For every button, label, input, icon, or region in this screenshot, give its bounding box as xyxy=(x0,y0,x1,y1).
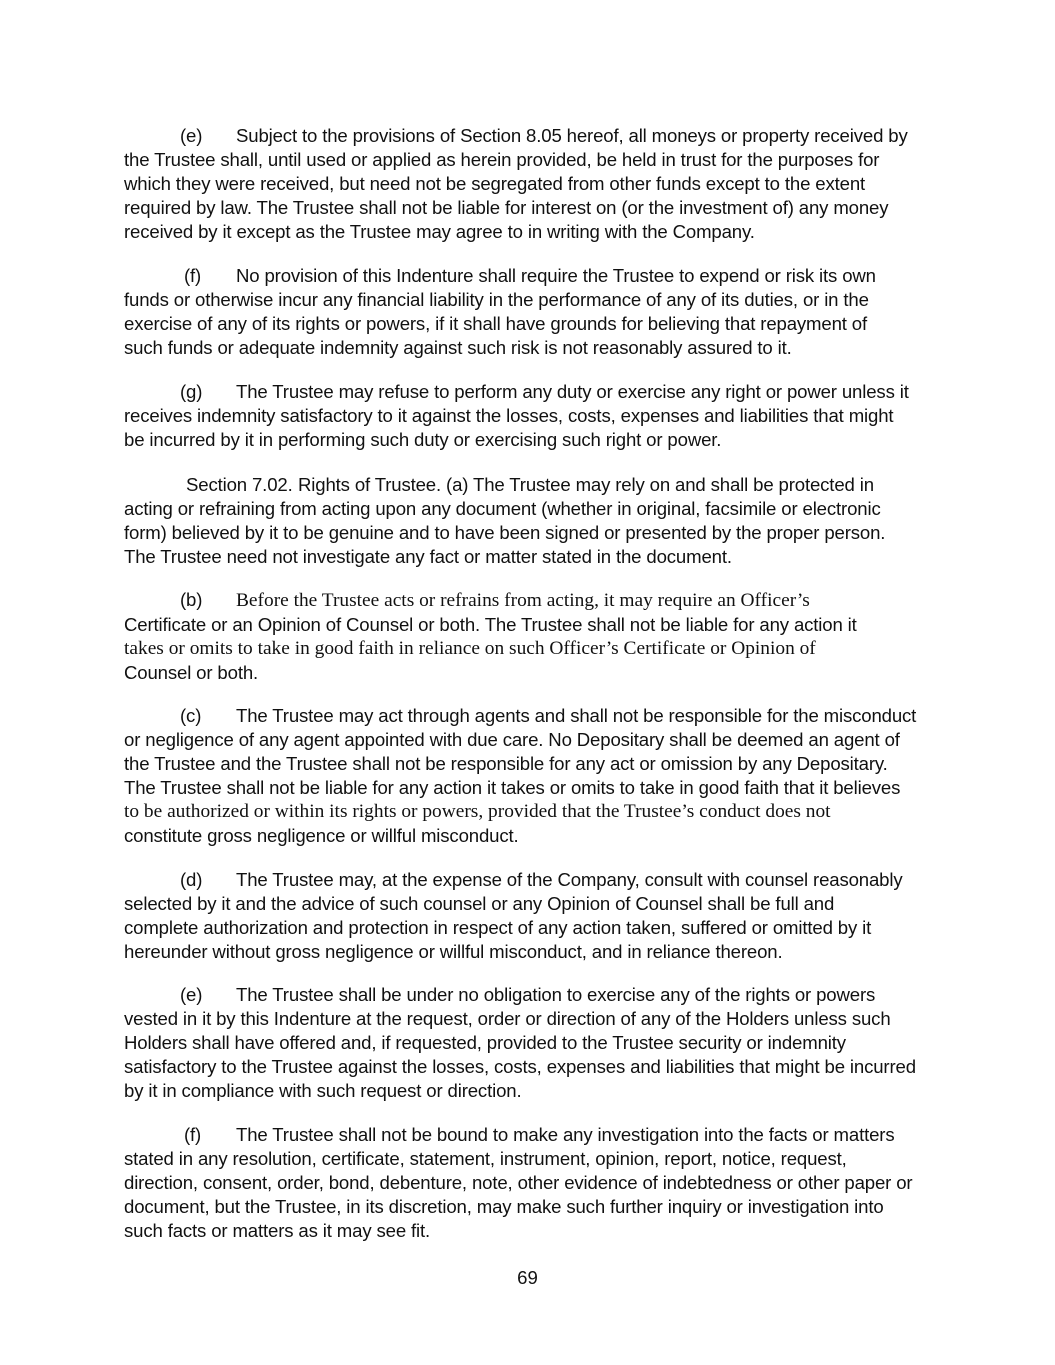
paragraph-line: or negligence of any agent appointed with due care. No Depositary shall be deemed an agent of xyxy=(124,729,900,750)
page-number: 69 xyxy=(517,1267,538,1288)
paragraph-line: to be authorized or within its rights or powers, provided that the Trustee’s conduct does not xyxy=(124,801,831,822)
section-7-02 xyxy=(124,473,934,569)
paragraph-line: such facts or matters as it may see fit. xyxy=(124,1220,431,1241)
paragraph-line: satisfactory to the Trustee against the losses, costs, expenses and liabilities that might be incurred xyxy=(124,1056,916,1077)
paragraph-line: acting or refraining from acting upon any document (whether in original, facsimile or electronic xyxy=(124,498,881,519)
paragraph-line: constitute gross negligence or willful misconduct. xyxy=(124,825,519,846)
paragraph-label: (c) xyxy=(180,705,202,726)
paragraph-line: (b) Before the Trustee acts or refrains from acting, it may require an Officer’s xyxy=(180,589,810,611)
paragraph-line: takes or omits to take in good faith in reliance on such Officer’s Certificate or Opinion of xyxy=(124,638,816,659)
paragraph-label: (d) xyxy=(180,869,203,890)
paragraph-7-02-c xyxy=(124,704,934,848)
paragraph-7-02-d xyxy=(124,868,934,964)
paragraph-label: (f) xyxy=(184,1124,202,1145)
paragraph-line: (c) The Trustee may act through agents and shall not be responsible for the misconduct xyxy=(180,705,917,726)
paragraph-label: (e) xyxy=(180,125,203,146)
paragraph-line: document, but the Trustee, in its discretion, may make such further inquiry or investigation into xyxy=(124,1196,884,1217)
paragraph-line: The Trustee need not investigate any fact or matter stated in the document. xyxy=(124,546,732,567)
paragraph-line: hereunder without gross negligence or willful misconduct, and in reliance thereon. xyxy=(124,941,783,962)
paragraph-line: Holders shall have offered and, if requested, provided to the Trustee security or indemnity xyxy=(124,1032,846,1053)
paragraph-line: the Trustee shall, until used or applied as herein provided, be held in trust for the purposes for xyxy=(124,149,880,170)
paragraph-line: by it in compliance with such request or direction. xyxy=(124,1080,522,1101)
paragraph-line: (f) No provision of this Indenture shall require the Trustee to expend or risk its own xyxy=(124,264,934,288)
paragraph-7-02-b xyxy=(124,588,934,685)
paragraph-line: which they were received, but need not be segregated from other funds except to the extent xyxy=(124,173,866,194)
paragraph-line: (d) The Trustee may, at the expense of the Company, consult with counsel reasonably xyxy=(180,869,903,890)
paragraph-7-02-f xyxy=(124,1123,934,1243)
paragraph-line: direction, consent, order, bond, debenture, note, other evidence of indebtedness or other paper or xyxy=(124,1172,913,1193)
paragraph-line xyxy=(124,473,934,497)
paragraph-line: (e) The Trustee shall be under no obligation to exercise any of the rights or powers xyxy=(180,984,876,1005)
paragraph-line: stated in any resolution, certificate, statement, instrument, opinion, report, notice, request, xyxy=(124,1148,847,1169)
paragraph-line: selected by it and the advice of such counsel or any Opinion of Counsel shall be full and xyxy=(124,893,835,914)
paragraph-line: (e) Subject to the provisions of Section 8.05 hereof, all moneys or property received by xyxy=(180,125,908,146)
paragraph-line: received by it except as the Trustee may agree to in writing with the Company. xyxy=(124,221,755,242)
paragraph-label: (f) xyxy=(184,265,202,286)
paragraph-line: Certificate or an Opinion of Counsel or both. The Trustee shall not be liable for any action it xyxy=(124,614,857,635)
paragraph-7-01-g xyxy=(124,380,934,452)
paragraph-line: Counsel or both. xyxy=(124,662,259,683)
paragraph-line: required by law. The Trustee shall not be liable for interest on (or the investment of) any money xyxy=(124,197,889,218)
paragraph-line: be incurred by it in performing such duty or exercising such right or power. xyxy=(124,429,722,450)
section-heading-text: Rights of Trustee. (a) The Trustee may rely on and shall be protected in xyxy=(298,474,874,495)
paragraph-7-01-e xyxy=(124,124,934,244)
paragraph-7-02-e xyxy=(124,983,934,1103)
paragraph-line: receives indemnity satisfactory to it against the losses, costs, expenses and liabilities that might xyxy=(124,405,894,426)
paragraph-label: (b) xyxy=(180,589,203,610)
section-number: Section 7.02. xyxy=(186,474,293,495)
paragraph-line: such funds or adequate indemnity against such risk is not reasonably assured to it. xyxy=(124,337,792,358)
paragraph-line: (g) The Trustee may refuse to perform any duty or exercise any right or power unless it xyxy=(180,381,909,402)
paragraph-line: funds or otherwise incur any financial liability in the performance of any of its duties, or in the xyxy=(124,289,869,310)
paragraph-line: (f) The Trustee shall not be bound to make any investigation into the facts or matters xyxy=(124,1123,934,1147)
paragraph-label: (g) xyxy=(180,381,203,402)
paragraph-line: vested in it by this Indenture at the request, order or direction of any of the Holders unless such xyxy=(124,1008,891,1029)
paragraph-7-01-f xyxy=(124,264,934,360)
paragraph-line: form) believed by it to be genuine and to have been signed or presented by the proper person. xyxy=(124,522,886,543)
paragraph-line: complete authorization and protection in respect of any action taken, suffered or omitted by it xyxy=(124,917,872,938)
paragraph-label: (e) xyxy=(180,984,203,1005)
paragraph-line: the Trustee and the Trustee shall not be responsible for any act or omission by any Depositary. xyxy=(124,753,888,774)
paragraph-line: The Trustee shall not be liable for any action it takes or omits to take in good faith that it believes xyxy=(124,777,901,798)
paragraph-line: exercise of any of its rights or powers, if it shall have grounds for believing that repayment of xyxy=(124,313,868,334)
